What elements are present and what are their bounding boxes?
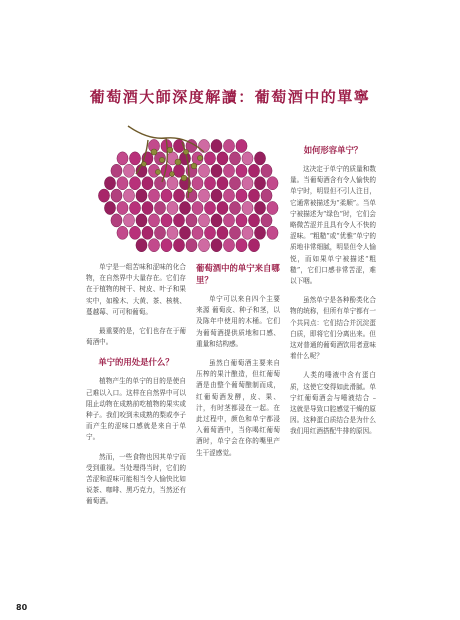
grape-berry [173,239,184,252]
grape-berry [117,177,128,190]
grape-berry [198,214,209,227]
grape-berry [111,164,122,177]
grape-berry [267,226,278,239]
grape-berry [242,152,253,165]
grape-berry [117,226,128,239]
grape-berry [136,239,147,252]
grape-berry [242,226,253,239]
grape-berry [267,201,278,214]
grape-berry [217,201,228,214]
grape-berry [236,139,247,152]
section-heading: 如何形容单宁？ [303,145,363,155]
grape-berry [186,214,197,227]
paragraph: 虽然白葡萄酒主要来自压榨的果汁酿造，但红葡萄酒是由整个葡萄酿制而成，红葡萄酒发酵，皮、果、汁，有时茎都浸在一起。在此过程中，颜色和单宁都浸入葡萄酒中，当你喝红葡萄酒时，单宁会在你的嘴里产生干涩感觉。 [196,359,280,457]
grape-berry [236,214,247,227]
grape-berry [229,152,240,165]
grape-berry [236,189,247,202]
grape-berry [136,189,147,202]
grape-berry [161,189,172,202]
grape-berry [204,177,215,190]
grape-berry [223,214,234,227]
grape-berry [148,189,159,202]
grape-berry [223,164,234,177]
grape-berry [229,201,240,214]
section-heading: 单宁的用处是什么？ [98,357,174,368]
grape-berry [248,239,259,252]
grape-berry [111,214,122,227]
grape-berry [261,214,272,227]
grape-berry [129,177,140,190]
grape-berry [104,177,115,190]
paragraph: 人类的唾液中含有蛋白质，这使它变得如此滑腻。单宁红葡萄酒会与唾液结合 – 这就是导致口腔感觉干燥的原因。这种蛋白质结合是为什么我们用红酒搭配牛排的原因。 [290,371,376,436]
grape-berry [198,139,209,152]
grape-berry [254,201,265,214]
grape-berry [142,177,153,190]
text-column-1 [86,262,186,516]
grape-berry [248,214,259,227]
grape-berry [148,239,159,252]
grape-berry [198,164,209,177]
grape-berry [267,177,278,190]
grape-berry [223,189,234,202]
grape-berry [179,201,190,214]
grape-berry [167,201,178,214]
grape-berry [142,226,153,239]
grape-berry [242,177,253,190]
grape-berry [254,226,265,239]
grape-berry [192,177,203,190]
grape-berry [98,189,109,202]
grape-berry [211,189,222,202]
grape-berry [223,139,234,152]
grape-berry [161,214,172,227]
grape-berry [211,164,222,177]
grape-berry [254,152,265,165]
grape-berry [123,214,134,227]
grape-berry [129,152,140,165]
grape-berry [192,226,203,239]
paragraph: 单宁可以来自四个主要来源 葡萄皮、种子和茎，以及陈年中使用的木桶。它们为葡萄酒提供质地和口感、重量和结构感。 [196,295,280,348]
grape-berry [211,139,222,152]
grape-berry [204,226,215,239]
grape-berry [129,201,140,214]
grape-berry [123,189,134,202]
paragraph: 然而，一些食物也因其单宁而受到重视。当处理得当时，它们的苦涩和涩味可能相当令人愉快比如说茶、咖啡、黑巧克力，当然还有葡萄酒。 [86,452,186,506]
grape-berry [204,201,215,214]
grape-berry [254,177,265,190]
grape-berry [117,152,128,165]
grape-berry [111,189,122,202]
grape-berry [211,214,222,227]
grape-berry [154,226,165,239]
page-number: 80 [16,603,28,612]
grape-berry [217,226,228,239]
grape-berry [167,226,178,239]
grape-berry [179,226,190,239]
grape-berry [161,239,172,252]
grape-berry [261,164,272,177]
grape-berry [117,201,128,214]
grape-berry [204,152,215,165]
grape-berry [142,201,153,214]
grape-berry [192,201,203,214]
section-heading: 葡萄酒中的单宁来自哪里？ [196,263,280,285]
grape-berry [229,177,240,190]
grape-berry [236,239,247,252]
grape-berry [167,177,178,190]
paragraph: 植物产生的单宁的目的是使自己难以入口。这样在自然界中可以阻止动物在成熟前吃植物的果实或种子。我们咬到未成熟的梨或李子而产生的涩味口感就是来自于单宁。 [86,377,186,442]
paragraph: 这决定于单宁的质量和数量。当葡萄酒含有令人愉快的单宁时，明显但不引人注目，它通常被描述为“柔顺”。当单宁被描述为“绿色”时，它们会略微苦涩并且具有令人不快的涩味。“粗糙”或“优雅”单宁的质地非常细腻，明显但令人愉悦，而如果单宁被描述“粗糙”，它们口感非常苦涩，难以下咽。 [290,165,377,286]
grape-berry [223,239,234,252]
grape-berry [248,189,259,202]
grape-berry [129,226,140,239]
text-column-2 [196,262,280,467]
grape-berry [173,189,184,202]
paragraph: 虽然单宁是各种酚类化合物的统称，但所有单宁都有一个共同点：它们结合并沉淀蛋白质，即将它们分离出来。但这对普通的葡萄酒饮用者意味着什么呢？ [290,296,376,361]
grape-berry [186,239,197,252]
paragraph: 单宁是一组苦味和涩味的化合物，在自然界中大量存在。它们存在于植物的树干、树皮、叶子和果实中，如橡木、大黄、茶、核桃、蔓越莓、可可和葡萄。 [86,263,186,316]
grape-berry [104,201,115,214]
grape-berry [261,189,272,202]
grape-cluster-image [96,122,280,258]
grape-berry [248,164,259,177]
grape-berry [217,152,228,165]
grape-berry [236,164,247,177]
grape-berry [136,214,147,227]
grape-berry [123,164,134,177]
page-title: 葡萄酒大師深度解讀：葡萄酒中的單寧 [89,88,371,106]
grape-berry [242,201,253,214]
grape-berry [173,214,184,227]
grape-berry [229,226,240,239]
text-column-3 [290,144,376,446]
grape-berry [148,214,159,227]
grape-berry [198,239,209,252]
grape-berry [211,239,222,252]
grape-berry [217,177,228,190]
grape-berry [154,201,165,214]
paragraph: 最重要的是，它们也存在于葡萄酒中。 [86,327,186,347]
grape-berry [198,189,209,202]
